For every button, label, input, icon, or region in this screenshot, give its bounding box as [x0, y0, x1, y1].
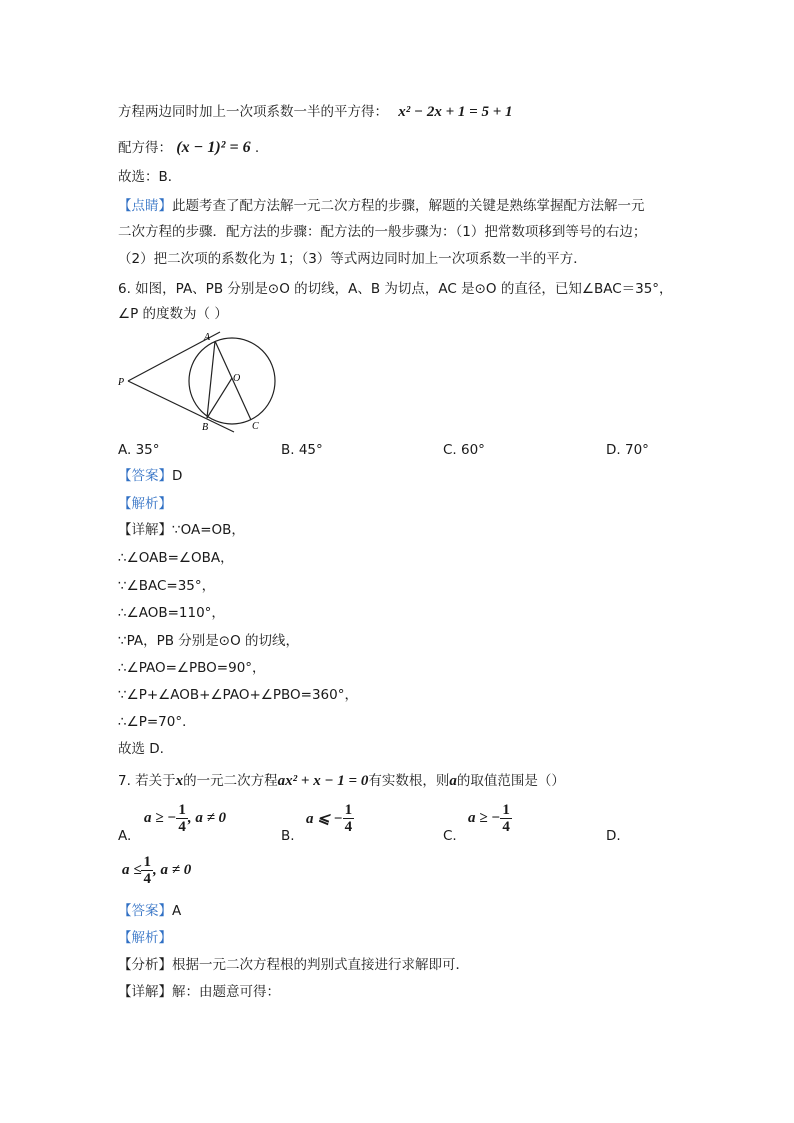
circle-o — [189, 338, 275, 424]
comment-tag: 【点睛】 — [118, 198, 172, 214]
answer-value: D — [172, 468, 183, 484]
solution-line: ∴∠P=70°． — [118, 714, 196, 730]
period: . — [254, 140, 260, 156]
circle-tangent-diagram — [116, 328, 286, 438]
label-b: B — [202, 422, 209, 433]
comment-text: （2）把二次项的系数化为 1；（3）等式两边同时加上一次项系数一半的平方． — [118, 251, 587, 267]
equation: (x − 1)² = 6 — [176, 139, 251, 156]
stem-text: 的一元二次方程 — [183, 773, 278, 789]
label-o: O — [233, 373, 241, 384]
analysis-tag: 【解析】 — [118, 496, 172, 512]
label-p: P — [118, 377, 125, 388]
option-a: A. — [118, 828, 132, 844]
solution-line: ∴∠PAO=∠PBO=90°， — [118, 660, 266, 676]
stem-text: 的取值范围是（） — [456, 773, 565, 789]
analysis-sub-tag: 【分析】 — [118, 957, 172, 973]
solution-text: 解：由题意可得： — [172, 984, 280, 1000]
detail-tag: 【详解】 — [118, 984, 172, 1000]
option-a: A. 35° — [118, 442, 160, 458]
option-a-math: a ≥ − $\frac{1}{4}$ , a ≠ 0 — [144, 802, 227, 835]
var-a: a — [449, 773, 457, 789]
option-c-math: a ≥ − $\frac{1}{4}$ — [468, 802, 510, 835]
text-line — [118, 138, 259, 158]
answer-row — [118, 901, 181, 921]
option-b: B. 45° — [281, 442, 323, 458]
fraction: $\frac{1}{4}$ — [178, 802, 186, 835]
answer-row — [118, 466, 182, 486]
option-c: C. — [443, 828, 457, 844]
question-6-stem: ∠P 的度数为（ ） — [118, 306, 228, 322]
solution-line — [118, 520, 245, 540]
solution-line: ∴∠OAB=∠OBA， — [118, 550, 234, 566]
answer-line: 故选：B． — [118, 169, 182, 185]
equation: x² − 2x + 1 = 5 + 1 — [398, 104, 513, 120]
step-text: 方程两边同时加上一次项系数一半的平方得： — [118, 104, 388, 120]
question-6-stem: 6. 如图，PA、PB 分别是⊙O 的切线，A、B 为切点，AC 是⊙O 的直径，已知∠BAC＝35°， — [118, 281, 673, 297]
solution-line: ∴∠AOB=110°， — [118, 605, 225, 621]
stem-text: 有实数根，则 — [368, 773, 450, 789]
label-a: A — [204, 332, 211, 343]
option-b: B. — [281, 828, 295, 844]
question-7-stem — [118, 771, 565, 791]
text-line — [118, 102, 513, 122]
comment-line — [118, 196, 645, 216]
step-text: 配方得： — [118, 140, 172, 156]
var-x: x — [175, 773, 184, 789]
solution-line: ∵PA，PB 分别是⊙O 的切线， — [118, 633, 300, 649]
answer-value: A — [172, 903, 182, 919]
fraction: $\frac{1}{4}$ — [143, 854, 151, 887]
solution-line — [118, 982, 280, 1002]
equation: ax² + x − 1 = 0 — [277, 773, 369, 789]
comment-text: 此题考查了配方法解一元二次方程的步骤，解题的关键是熟练掌握配方法解一元 — [172, 198, 645, 214]
stem-text: 7. 若关于 — [118, 773, 176, 789]
option-d: D. 70° — [606, 442, 649, 458]
solution-line: ∵∠BAC=35°， — [118, 578, 216, 594]
analysis-tag: 【解析】 — [118, 930, 172, 946]
option-c: C. 60° — [443, 442, 485, 458]
solution-text: ∵OA=OB， — [172, 522, 245, 538]
solution-line: ∵∠P+∠AOB+∠PAO+∠PBO=360°， — [118, 687, 358, 703]
comment-text: 二次方程的步骤．配方法的步骤：配方法的一般步骤为：（1）把常数项移到等号的右边； — [118, 224, 647, 240]
option-d-math: a ≤ $\frac{1}{4}$ , a ≠ 0 — [122, 854, 192, 887]
option-d: D. — [606, 828, 621, 844]
option-b-math: a ⩽ − $\frac{1}{4}$ — [306, 802, 353, 835]
solution-line: 故选 D. — [118, 741, 164, 757]
analysis-text: 根据一元二次方程根的判别式直接进行求解即可． — [172, 957, 469, 973]
fraction: $\frac{1}{4}$ — [344, 802, 353, 835]
answer-tag: 【答案】 — [118, 903, 172, 919]
analysis-line — [118, 955, 469, 975]
answer-tag: 【答案】 — [118, 468, 172, 484]
detail-tag: 【详解】 — [118, 522, 172, 538]
label-c: C — [252, 421, 259, 432]
tangent-pb — [128, 381, 234, 432]
fraction: $\frac{1}{4}$ — [502, 802, 510, 835]
